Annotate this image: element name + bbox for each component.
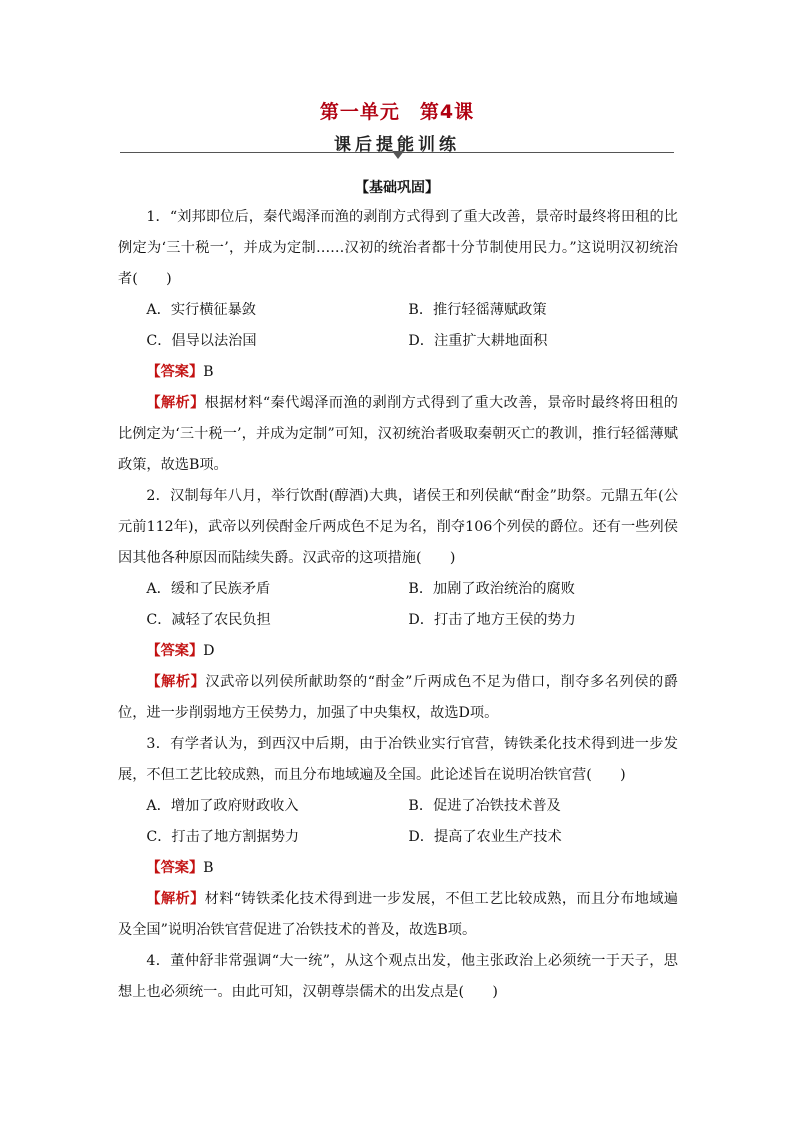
option-d: D．注重扩大耕地面积: [408, 333, 548, 349]
analysis-text: 材料“铸铁柔化技术得到进一步发展，不但工艺比较成熟，而且分布地域遍及全国”说明冶铁官营促进了冶铁技术的普及，故选B项。: [118, 891, 678, 938]
answer-tag: 【答案】: [146, 643, 204, 659]
option-c: C．减轻了农民负担: [146, 612, 271, 628]
option-a: A．缓和了民族矛盾: [146, 581, 271, 597]
analysis-text: 根据材料“秦代竭泽而渔的剥削方式得到了重大改善，景帝时最终将田租的比例定为‘三十税一’，并成为定制”可知，汉初统治者吸取秦朝灭亡的教训，推行轻徭薄赋政策，故选B项。: [118, 395, 678, 473]
answer-tag: 【答案】: [146, 364, 204, 380]
answer-value: B: [203, 860, 214, 876]
question-stem: 3．有学者认为，到西汉中后期，由于冶铁业实行官营，铸铁柔化技术得到进一步发展，不但工艺比较成熟，而且分布地域遍及全国。此论述旨在说明冶铁官营( ): [118, 736, 678, 783]
option-d: D．打击了地方王侯的势力: [408, 612, 576, 628]
option-row: [118, 295, 678, 326]
analysis-tag: 【解析】: [146, 891, 205, 907]
section-heading: 【基础巩固】: [355, 180, 439, 196]
analysis-tag: 【解析】: [146, 674, 206, 690]
answer-line: [118, 853, 678, 884]
question-list: [118, 202, 678, 1008]
option-b: B．促进了冶铁技术普及: [408, 798, 561, 814]
analysis-text: 汉武帝以列侯所献助祭的“酎金”斤两成色不足为借口，削夺多名列侯的爵位，进一步削弱地方王侯势力，加强了中央集权，故选D项。: [118, 674, 678, 721]
option-a: A．增加了政府财政收入: [146, 798, 299, 814]
answer-value: B: [203, 364, 214, 380]
option-row: [118, 605, 678, 636]
page-title: 第一单元 第4课: [319, 101, 475, 123]
option-b: B．推行轻徭薄赋政策: [408, 302, 547, 318]
answer-value: D: [203, 643, 215, 659]
analysis-paragraph: [118, 667, 678, 729]
question-stem: 1．“刘邦即位后，秦代竭泽而渔的剥削方式得到了重大改善，景帝时最终将田租的比例定为‘三十税一’，并成为定制……汉初的统治者都十分节制使用民力。”这说明汉初统治者( ): [118, 209, 678, 287]
question-stem: 4．董仲舒非常强调“大一统”，从这个观点出发，他主张政治上必须统一于天子，思想上也必须统一。由此可知，汉朝尊崇儒术的出发点是( ): [118, 953, 678, 1000]
option-row: [118, 326, 678, 357]
option-c: C．倡导以法治国: [146, 333, 257, 349]
option-c: C．打击了地方割据势力: [146, 829, 300, 845]
option-b: B．加剧了政治统治的腐败: [408, 581, 575, 597]
analysis-paragraph: [118, 884, 678, 946]
analysis-tag: 【解析】: [146, 395, 205, 411]
answer-line: [118, 636, 678, 667]
option-a: A．实行横征暴敛: [146, 302, 256, 318]
analysis-paragraph: [118, 388, 678, 481]
option-row: [118, 822, 678, 853]
divider-arrow-icon: [392, 151, 404, 159]
option-row: [118, 574, 678, 605]
question-stem: 2．汉制每年八月，举行饮酎(醇酒)大典，诸侯王和列侯献“酎金”助祭。元鼎五年(公元前112年)，武帝以列侯酎金斤两成色不足为名，削夺106个列侯的爵位。还有一些列侯因其他各种原因而陆续失爵。汉武帝的这项措施( ): [118, 488, 678, 566]
option-d: D．提高了农业生产技术: [408, 829, 562, 845]
answer-line: [118, 357, 678, 388]
answer-tag: 【答案】: [146, 860, 204, 876]
page-subtitle: 课后提能训练: [334, 135, 460, 155]
option-row: [118, 791, 678, 822]
